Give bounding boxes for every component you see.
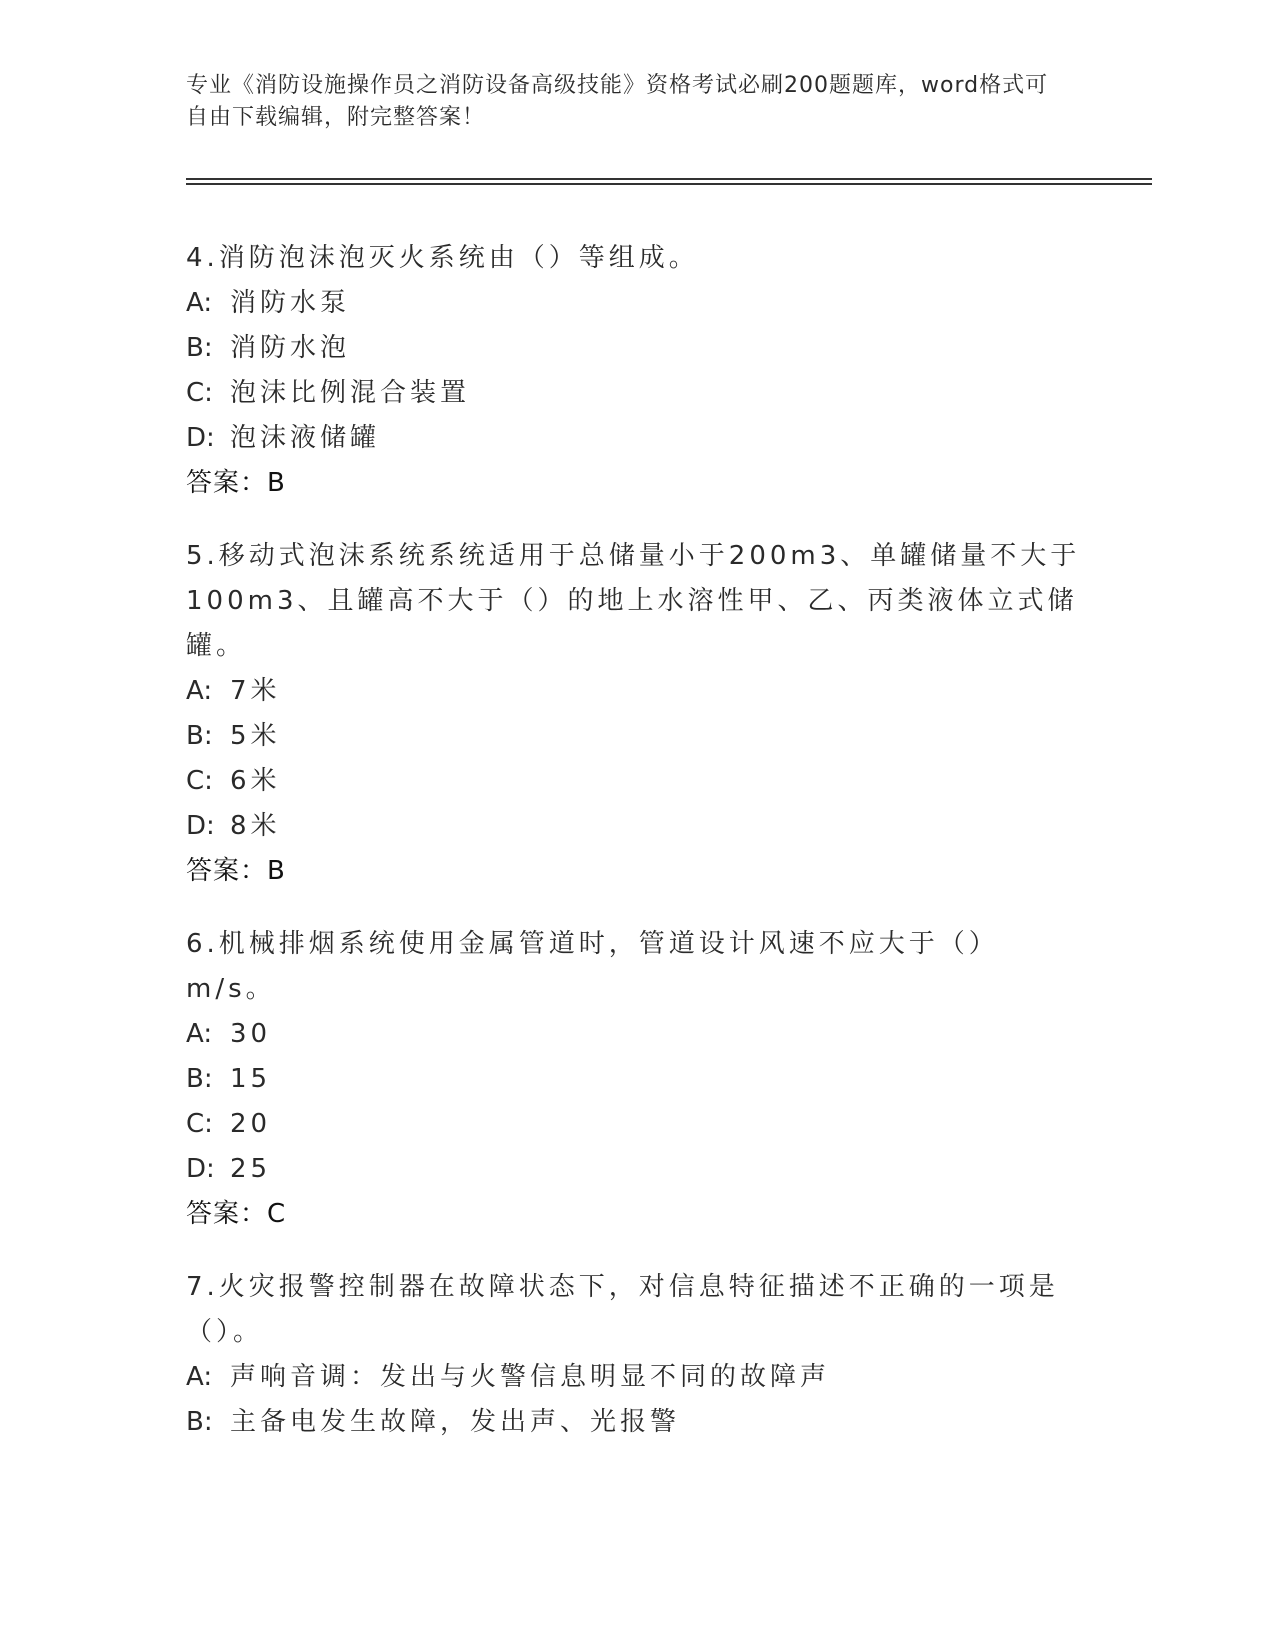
option-label: D: <box>186 811 215 841</box>
option-label: A: <box>186 1362 213 1392</box>
option-c <box>186 371 1086 416</box>
option-text: 声响音调：发出与火警信息明显不同的故障声 <box>230 1362 831 1392</box>
option-label: C: <box>186 1109 213 1139</box>
option-label: D: <box>186 423 215 453</box>
option-label: B: <box>186 1407 213 1437</box>
question-text: 5.移动式泡沫系统系统适用于总储量小于200m3、单罐储量不大于100m3、且罐高不大于（）的地上水溶性甲、乙、丙类液体立式储罐。 <box>186 541 1081 661</box>
question-5 <box>186 534 1086 894</box>
option-label: A: <box>186 676 213 706</box>
option-text: 20 <box>230 1109 272 1139</box>
answer: 答案：B <box>186 468 286 498</box>
option-c <box>186 1102 1086 1147</box>
question-6 <box>186 922 1086 1237</box>
option-a <box>186 669 1086 714</box>
option-d <box>186 804 1086 849</box>
question-7 <box>186 1265 1086 1445</box>
answer: 答案：B <box>186 856 286 886</box>
option-a <box>186 1012 1086 1057</box>
option-text: 泡沫液储罐 <box>230 423 381 453</box>
question-4 <box>186 236 1086 506</box>
option-text: 6米 <box>230 766 281 796</box>
option-label: A: <box>186 1019 213 1049</box>
option-d <box>186 1147 1086 1192</box>
option-label: D: <box>186 1154 215 1184</box>
option-label: B: <box>186 1064 213 1094</box>
question-text: 6.机械排烟系统使用金属管道时，管道设计风速不应大于（）m/s。 <box>186 929 999 1004</box>
option-text: 7米 <box>230 676 281 706</box>
option-text: 8米 <box>230 811 281 841</box>
option-text: 15 <box>230 1064 272 1094</box>
option-text: 消防水泵 <box>230 288 351 318</box>
option-a <box>186 281 1086 326</box>
answer: 答案：C <box>186 1199 287 1229</box>
option-label: C: <box>186 378 213 408</box>
option-a <box>186 1355 1086 1400</box>
document-header: 专业《消防设施操作员之消防设备高级技能》资格考试必刷200题题库，word格式可自由下载编辑，附完整答案！ <box>186 73 1049 130</box>
option-c <box>186 759 1086 804</box>
question-text: 4.消防泡沫泡灭火系统由（）等组成。 <box>186 243 699 273</box>
option-text: 主备电发生故障，发出声、光报警 <box>230 1407 681 1437</box>
option-b <box>186 1057 1086 1102</box>
option-d <box>186 416 1086 461</box>
option-label: B: <box>186 721 213 751</box>
option-text: 5米 <box>230 721 281 751</box>
option-label: B: <box>186 333 213 363</box>
option-label: A: <box>186 288 213 318</box>
option-text: 消防水泡 <box>230 333 351 363</box>
option-b <box>186 1400 1086 1445</box>
option-b <box>186 326 1086 371</box>
question-text: 7.火灾报警控制器在故障状态下，对信息特征描述不正确的一项是（）。 <box>186 1272 1059 1347</box>
header-divider-bottom <box>186 183 1152 185</box>
option-text: 30 <box>230 1019 272 1049</box>
option-text: 泡沫比例混合装置 <box>230 378 471 408</box>
question-list <box>186 236 1086 1473</box>
header-divider-top <box>186 178 1152 180</box>
option-label: C: <box>186 766 213 796</box>
option-b <box>186 714 1086 759</box>
option-text: 25 <box>230 1154 272 1184</box>
